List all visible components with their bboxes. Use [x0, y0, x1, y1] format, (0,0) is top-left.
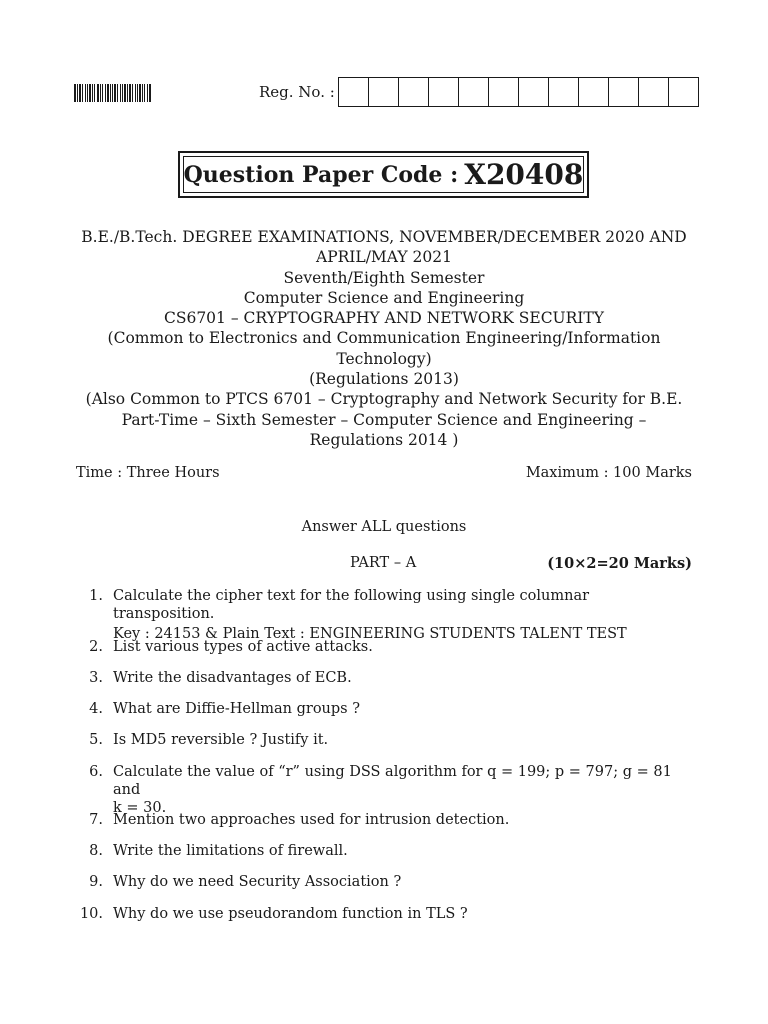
question-number: 3.	[89, 670, 103, 686]
header-line: APRIL/MAY 2021	[316, 248, 452, 267]
time-allowed: Time : Three Hours	[76, 465, 220, 481]
question-number: 1.	[89, 588, 103, 604]
question-number: 2.	[89, 639, 103, 655]
header-line: (Also Common to PTCS 6701 – Cryptography and Network Security for B.E.	[85, 390, 683, 409]
header-line: CS6701 – CRYPTOGRAPHY AND NETWORK SECURITY	[163, 309, 604, 328]
question-item	[89, 587, 693, 643]
question-text: Mention two approaches used for intrusion detection.	[113, 812, 510, 828]
question-text: Is MD5 reversible ? Justify it.	[113, 732, 329, 748]
question-text: Calculate the cipher text for the following using single columnar transposition.	[113, 588, 590, 622]
question-item	[79, 905, 693, 923]
header-line: Technology)	[336, 349, 432, 368]
header-line: Seventh/Eighth Semester	[283, 268, 485, 287]
reg-no-digit-box[interactable]	[429, 78, 459, 106]
question-paper-code: X20408	[464, 158, 584, 191]
reg-no-digit-box[interactable]	[519, 78, 549, 106]
header-line: Computer Science and Engineering	[243, 288, 525, 307]
reg-no-digit-box[interactable]	[399, 78, 429, 106]
header-line: Regulations 2014 )	[309, 430, 459, 449]
question-text: What are Diffie-Hellman groups ?	[113, 701, 361, 717]
reg-no-digit-box[interactable]	[669, 78, 698, 106]
maximum-marks: Maximum : 100 Marks	[525, 465, 692, 481]
reg-no-digit-box[interactable]	[579, 78, 609, 106]
question-paper-code-box	[178, 151, 589, 198]
reg-no-boxes[interactable]	[338, 77, 699, 107]
question-item	[89, 731, 693, 749]
reg-no-digit-box[interactable]	[609, 78, 639, 106]
reg-no-digit-box[interactable]	[339, 78, 369, 106]
header-line: B.E./B.Tech. DEGREE EXAMINATIONS, NOVEMBER/DECEMBER 2020 AND	[81, 228, 687, 246]
barcode	[74, 84, 188, 102]
exam-header	[76, 227, 692, 450]
question-item	[89, 638, 693, 656]
question-item	[89, 811, 693, 829]
question-item	[89, 669, 693, 687]
header-line: Part-Time – Sixth Semester – Computer Science and Engineering –	[121, 410, 647, 429]
question-text: Key : 24153 & Plain Text : ENGINEERING STUDENTS TALENT TEST	[113, 626, 627, 642]
barcode-bar	[151, 84, 152, 102]
header-line: (Common to Electronics and Communication Engineering/Information	[107, 329, 661, 348]
reg-no-digit-box[interactable]	[489, 78, 519, 106]
question-text: k = 30.	[113, 800, 167, 816]
reg-no-digit-box[interactable]	[459, 78, 489, 106]
question-number: 8.	[89, 843, 103, 859]
question-number: 10.	[79, 906, 103, 922]
question-item	[89, 842, 693, 860]
question-text: Calculate the value of “r” using DSS algorithm for q = 199; p = 797; g = 81 and	[113, 764, 672, 798]
reg-no-label: Reg. No. :	[259, 83, 335, 101]
question-text: Why do we need Security Association ?	[113, 874, 402, 890]
question-number: 7.	[89, 812, 103, 828]
question-number: 6.	[89, 764, 103, 780]
question-text: Write the disadvantages of ECB.	[113, 670, 352, 686]
question-number: 4.	[89, 701, 103, 717]
reg-no-digit-box[interactable]	[639, 78, 669, 106]
question-item	[89, 700, 693, 718]
question-number: 9.	[89, 874, 103, 890]
question-text: Why do we use pseudorandom function in TLS ?	[113, 906, 468, 922]
instruction: Answer ALL questions	[301, 519, 467, 535]
reg-no-digit-box[interactable]	[369, 78, 399, 106]
question-item	[89, 763, 693, 817]
question-text: Write the limitations of firewall.	[113, 843, 348, 859]
question-paper-code-label: Question Paper Code :	[183, 161, 459, 188]
part-heading: PART – A	[350, 555, 417, 571]
header-line: (Regulations 2013)	[309, 370, 459, 389]
question-number: 5.	[89, 732, 103, 748]
part-marks: (10×2=20 Marks)	[547, 555, 692, 572]
question-text: List various types of active attacks.	[113, 639, 373, 655]
reg-no-digit-box[interactable]	[549, 78, 579, 106]
question-item	[89, 873, 693, 891]
